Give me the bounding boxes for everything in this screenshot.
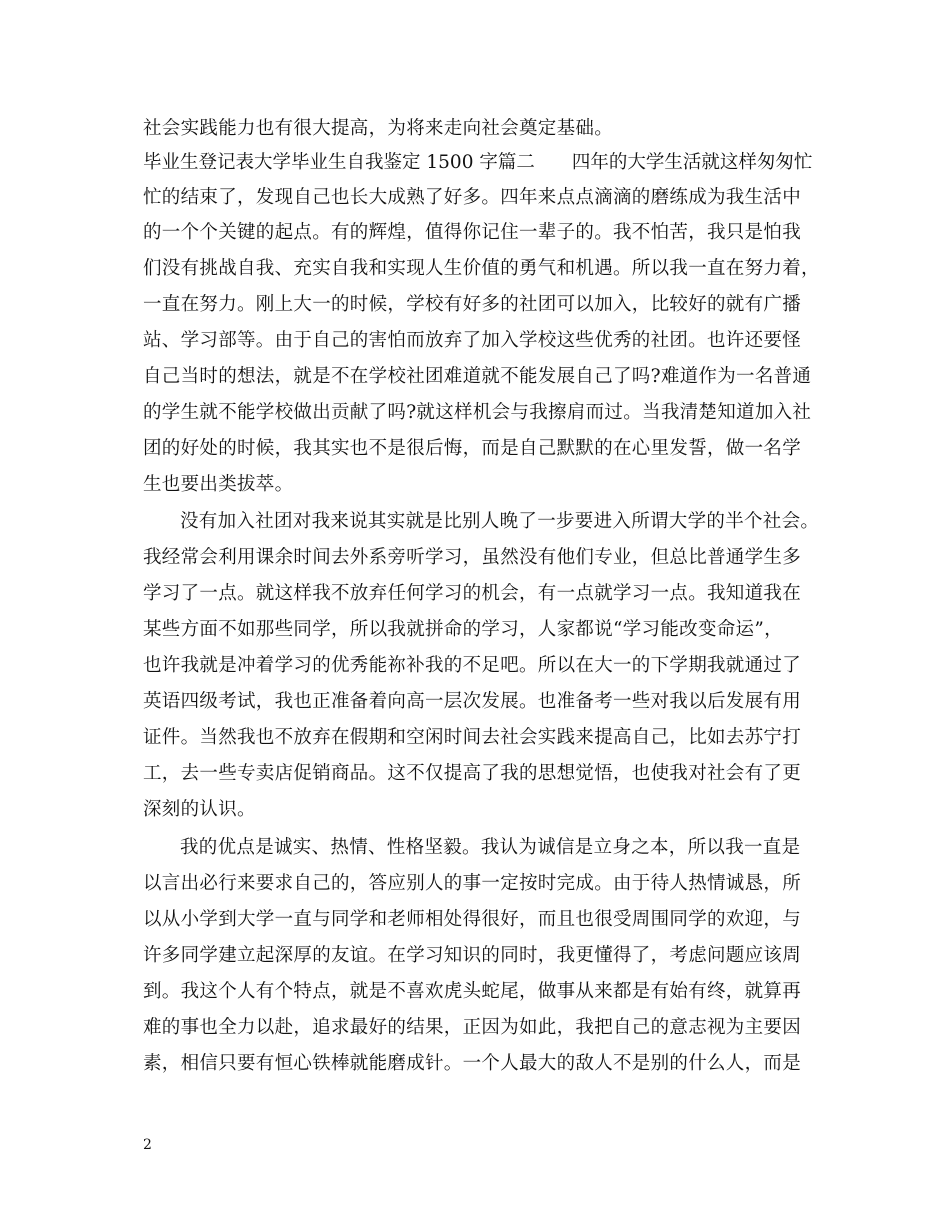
text-line: 毕业生登记表大学毕业生自我鉴定 1500 字篇二 四年的大学生活就这样匆匆忙 bbox=[143, 152, 813, 173]
paragraph-first-line: 没有加入社团对我来说其实就是比别人晚了一步要进入所谓大学的半个社会。 bbox=[180, 511, 820, 532]
text-line: 一直在努力。刚上大一的时候，学校有好多的社团可以加入，比较好的就有广播 bbox=[143, 294, 802, 315]
paragraph-first-line: 我的优点是诚实、热情、性格坚毅。我认为诚信是立身之本，所以我一直是 bbox=[180, 837, 801, 858]
text-line: 生也要出类拔萃。 bbox=[143, 474, 294, 495]
text-line: 以言出必行来要求自己的，答应别人的事一定按时完成。由于待人热情诚恳，所 bbox=[143, 873, 802, 894]
page-number: 2 bbox=[143, 1137, 152, 1153]
text-line: 我经常会利用课余时间去外系旁听学习，虽然没有他们专业，但总比普通学生多 bbox=[143, 547, 802, 568]
text-line: 难的事也全力以赴，追求最好的结果，正因为如此，我把自己的意志视为主要因 bbox=[143, 1017, 802, 1038]
text-line: 深刻的认识。 bbox=[143, 799, 256, 820]
text-line: 工，去一些专卖店促销商品。这不仅提高了我的思想觉悟，也使我对社会有了更 bbox=[143, 763, 802, 784]
text-line: 忙的结束了，发现自己也长大成熟了好多。四年来点点滴滴的磨练成为我生活中 bbox=[143, 187, 802, 208]
text-line: 以从小学到大学一直与同学和老师相处得很好，而且也很受周围同学的欢迎，与 bbox=[143, 909, 802, 930]
text-line: 站、学习部等。由于自己的害怕而放弃了加入学校这些优秀的社团。也许还要怪 bbox=[143, 330, 802, 351]
text-line: 自己当时的想法，就是不在学校社团难道就不能发展自己了吗?难道作为一名普通 bbox=[143, 366, 812, 387]
text-line: 社会实践能力也有很大提高，为将来走向社会奠定基础。 bbox=[143, 118, 614, 139]
text-line: 的一个个关键的起点。有的辉煌，值得你记住一辈子的。我不怕苦，我只是怕我 bbox=[143, 222, 802, 243]
text-line: 也许我就是冲着学习的优秀能祢补我的不足吧。所以在大一的下学期我就通过了 bbox=[143, 655, 802, 676]
text-line: 素，相信只要有恒心铁棒就能磨成针。一个人最大的敌人不是别的什么人，而是 bbox=[143, 1053, 802, 1074]
text-line: 团的好处的时候，我其实也不是很后悔，而是自己默默的在心里发誓，做一名学 bbox=[143, 438, 802, 459]
text-line: 学习了一点。就这样我不放弃任何学习的机会，有一点就学习一点。我知道我在 bbox=[143, 583, 802, 604]
text-line: 许多同学建立起深厚的友谊。在学习知识的同时，我更懂得了，考虑问题应该周 bbox=[143, 945, 802, 966]
text-line: 的学生就不能学校做出贡献了吗?就这样机会与我擦肩而过。当我清楚知道加入社 bbox=[143, 402, 812, 423]
text-line: 证件。当然我也不放弃在假期和空闲时间去社会实践来提高自己，比如去苏宁打 bbox=[143, 727, 802, 748]
text-line: 英语四级考试，我也正准备着向高一层次发展。也准备考一些对我以后发展有用 bbox=[143, 691, 802, 712]
text-line: 们没有挑战自我、充实自我和实现人生价值的勇气和机遇。所以我一直在努力着， bbox=[143, 258, 820, 279]
text-line: 某些方面不如那些同学，所以我就拼命的学习，人家都说“学习能改变命运”， bbox=[143, 619, 783, 640]
text-line: 到。我这个人有个特点，就是不喜欢虎头蛇尾，做事从来都是有始有终，就算再 bbox=[143, 981, 802, 1002]
